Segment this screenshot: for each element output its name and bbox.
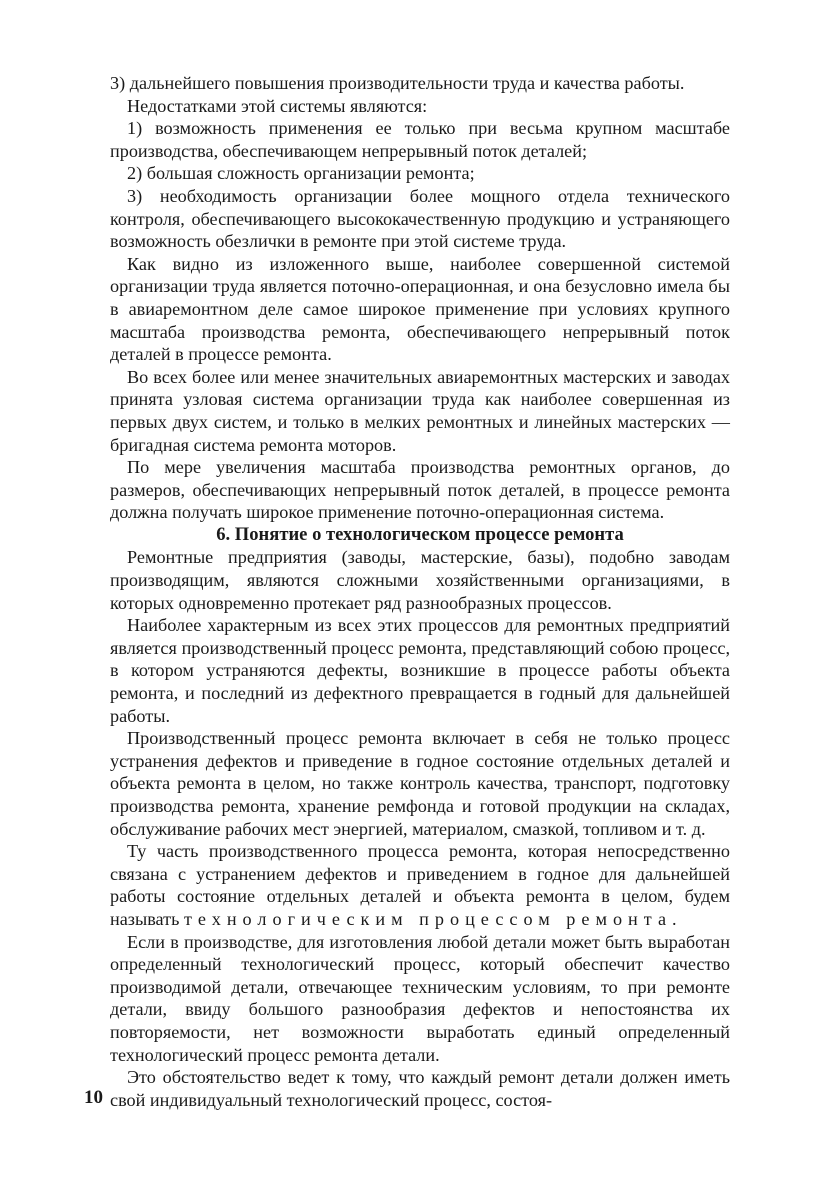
page-text bbox=[110, 72, 730, 1111]
definition-term: технологическим процессом ремонта bbox=[183, 908, 673, 929]
drawbacks-intro: Недостатками этой системы являются: bbox=[127, 95, 428, 116]
list-item-3: 3) дальнейшего повышения производительности труда и качества работы. bbox=[110, 73, 685, 93]
drawback-item-3: 3) необходимость организации более мощного отдела технического контроля, обеспечивающего высококачественную продукцию и устраняющего возможность обезлички в ремонте при этой системе труда. bbox=[110, 185, 730, 252]
page-number: 10 bbox=[84, 1087, 103, 1108]
definition-paragraph: Ту часть производственного процесса ремонта, которая непосредственно связана с устранением дефектов и приведением в годное для дальнейшей работы состояние отдельных деталей и объекта ремонта в целом, будем называть технологическим процессом ремонта. bbox=[110, 841, 730, 929]
paragraph: Ремонтные предприятия (заводы, мастерские, базы), подобно заводам производящим, являются сложными хозяйственными организациями, в которых одновременно протекает ряд разнообразных процессов. bbox=[110, 547, 730, 613]
section-heading: 6. Понятие о технологическом процессе ремонта bbox=[216, 523, 624, 545]
paragraph: Это обстоятельство ведет к тому, что каждый ремонт детали должен иметь свой индивидуальный технологический процесс, состоя- bbox=[110, 1067, 730, 1110]
drawback-item-1: 1) возможность применения ее только при весьма крупном масштабе производства, обеспечивающем непрерывный поток деталей; bbox=[110, 118, 730, 161]
paragraph: По мере увеличения масштаба производства ремонтных органов, до размеров, обеспечивающих непрерывный поток деталей, в процессе ремонта должна получать широкое применение поточно-операционная система. bbox=[110, 457, 730, 523]
paragraph: Как видно из изложенного выше, наиболее совершенной системой организации труда является поточно-операционная, и она безусловно имела бы в авиаремонтном деле самое широкое применение при условиях крупного масштаба производства ремонта, обеспечивающего непрерывный поток деталей в процессе ремонта. bbox=[110, 253, 730, 365]
paragraph: Производственный процесс ремонта включает в себя не только процесс устранения дефектов и приведение в годное состояние отдельных деталей и объекта ремонта в целом, но также контроль качества, транспорт, подготовку производства ремонта, хранение ремфонда и готовой продукции на складах, обслуживание рабочих мест энергией, материалом, смазкой, топливом и т. д. bbox=[110, 728, 730, 839]
definition-lead: Ту часть производственного процесса ремонта, которая непосредственно связана с устранением дефектов и приведением в годное для дальнейшей работы состояние отдельных деталей и объекта ремонта в целом, будем называть bbox=[110, 841, 730, 929]
drawback-item-2: 2) большая сложность организации ремонта; bbox=[127, 163, 475, 184]
paragraph: Во всех более или менее значительных авиаремонтных мастерских и заводах принята узловая система организации труда как наиболее совершенная из первых двух систем, и только в мелких ремонтных и линейных мастерских — бригадная система ремонта моторов. bbox=[110, 366, 730, 455]
paragraph: Если в производстве, для изготовления любой детали может быть выработан определенный технологический процесс, который обеспечит качество производимой детали, отвечающее техническим условиям, то при ремонте детали, ввиду большого разнообразия дефектов и непостоянства их повторяемости, нет возможности выработать единый определенный технологический процесс ремонта детали. bbox=[110, 931, 730, 1065]
paragraph: Наиболее характерным из всех этих процессов для ремонтных предприятий является производственный процесс ремонта, представляющий собою процесс, в котором устраняются дефекты, возникшие в процессе работы объекта ремонта, и последний из дефектного превращается в годный для дальнейшей работы. bbox=[110, 615, 730, 726]
